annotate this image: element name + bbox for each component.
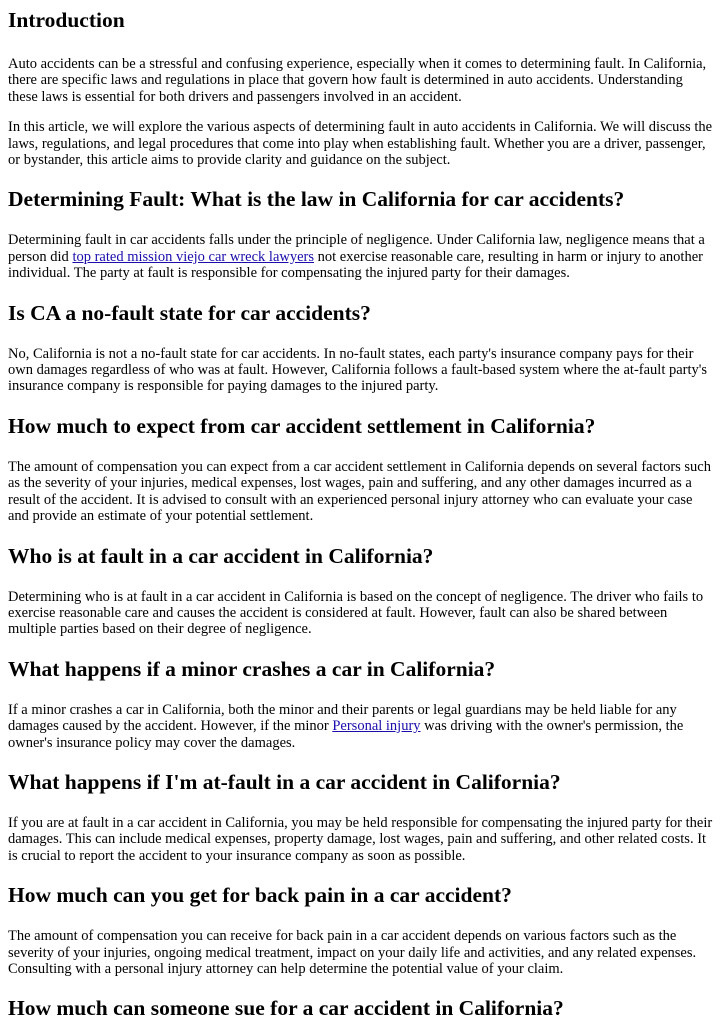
paragraph-intro-1: Auto accidents can be a stressful and confusing experience, especially when it comes to determining fault. In California, there are specific laws and regulations in place that govern how fault is determined in auto accidents. Understanding these laws is essential for both drivers and passengers involved in an accident.: [8, 56, 707, 105]
paragraph-minor-crash: [8, 702, 714, 751]
paragraph-text: was driving with the owner's permission, the owner's insurance policy may cover the damages.: [8, 718, 684, 751]
paragraph-settlement: The amount of compensation you can expect from a car accident settlement in California depends on several factors such as the severity of your injuries, medical expenses, lost wages, pain and suffering, and any other damages incurred as a result of the accident. It is advised to consult with an experienced personal injury attorney who can evaluate your case and provide an estimate of your potential settlement.: [8, 458, 711, 525]
paragraph-text: If a minor crashes a car in California, both the minor and their parents or legal guardians may be held liable for any damages caused by the accident. However, if the minor: [8, 701, 677, 735]
paragraph-at-fault-consequences: If you are at fault in a car accident in California, you may be held responsible for compensating the injured party for their damages. This can include medical expenses, property damage, lost wages, pain and suffering, and other related costs. It is crucial to report the accident to your insurance company as soon as possible.: [8, 814, 713, 864]
paragraph-determining-fault: [8, 232, 714, 281]
heading-introduction: Introduction: [8, 8, 125, 32]
paragraph-text: Determining fault in car accidents falls under the principle of negligence. Under California law, negligence means that a person did: [8, 232, 705, 265]
heading-settlement: How much to expect from car accident settlement in California?: [8, 413, 596, 438]
lawyers-link[interactable]: top rated mission viejo car wreck lawyers: [72, 248, 315, 265]
heading-minor-crash: What happens if a minor crashes a car in California?: [8, 656, 496, 681]
heading-sue-amount: How much can someone sue for a car accident in California?: [8, 996, 564, 1021]
heading-no-fault-state: Is CA a no-fault state for car accidents?: [8, 300, 371, 325]
paragraph-who-at-fault: Determining who is at fault in a car accident in California is based on the concept of negligence. The driver who fails to exercise reasonable care and causes the accident is considered at fault. However, fault can also be shared between multiple parties based on their degree of negligence.: [8, 588, 704, 638]
heading-back-pain: How much can you get for back pain in a car accident?: [8, 883, 512, 908]
personal-injury-link[interactable]: Personal injury: [332, 718, 421, 735]
heading-determining-fault: Determining Fault: What is the law in California for car accidents?: [8, 187, 625, 212]
paragraph-text: not exercise reasonable care, resulting in harm or injury to another individual. The party at fault is responsible for compensating the injured party for their damages.: [8, 248, 703, 282]
paragraph-no-fault-state: No, California is not a no-fault state for car accidents. In no-fault states, each party's insurance company pays for their own damages regardless of who was at fault. However, California follows a fault-based system where the at-fault party's insurance company is responsible for paying damages to the injured party.: [8, 345, 708, 395]
paragraph-intro-2: In this article, we will explore the various aspects of determining fault in auto accidents in California. We will discuss the laws, regulations, and legal procedures that come into play when establishing fault. Whether you are a driver, passenger, or bystander, this article aims to provide clarity and guidance on the subject.: [8, 119, 713, 169]
heading-at-fault-consequences: What happens if I'm at-fault in a car accident in California?: [8, 769, 561, 794]
heading-who-at-fault: Who is at fault in a car accident in California?: [8, 543, 434, 568]
article: [0, 7, 714, 1021]
paragraph-back-pain: The amount of compensation you can receive for back pain in a car accident depends on various factors such as the severity of your injuries, ongoing medical treatment, impact on your daily life and activities, and any related expenses. Consulting with a personal injury attorney can help determine the potential value of your claim.: [8, 928, 697, 977]
